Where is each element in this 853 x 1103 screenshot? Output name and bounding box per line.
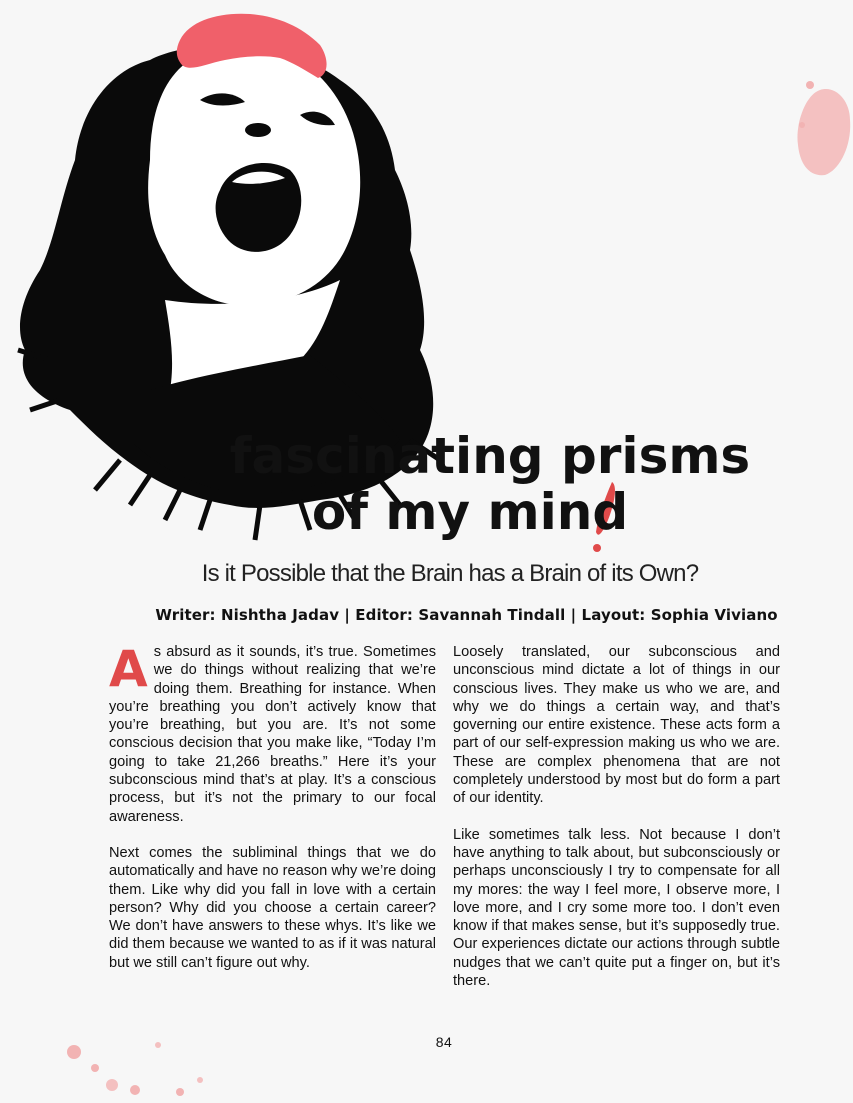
paragraph: Like sometimes talk less. Not because I don’t have anything to talk about, but subconsciously or perhaps unconsciously I try to compensate for all my mores: the way I feel more, I observe more, I love more, and I cry some more too. I don’t even know if that makes sense, but it’s supposedly true. Our experiences dictate our actions through subtle nudges that we can’t quite put a finger on, but it’s there. xyxy=(453,826,780,990)
ink-splatter-right xyxy=(790,75,853,185)
drip-dot xyxy=(593,544,601,552)
page-number: 84 xyxy=(435,1034,453,1050)
text-column-right xyxy=(453,643,780,1008)
paragraph: Next comes the subliminal things that we do automatically and have no reason why we’re doing them. Like why did you fall in love with a certain person? Why did you choose a certain career? We don’t have answers to these whys. It’s like we did them because we wanted to as if it was natural but we still can’t figure out why. xyxy=(109,844,436,971)
paragraph-text: s absurd as it sounds, it’s true. Sometimes we do things without realizing that we’re doing them. Breathing for instance. When you’re breathing you don’t actively know that you’re breathing, but you are. It’s not some conscious decision that you make like, “Today I’m going to take 21,266 breaths.” Here it’s your subconscious mind that’s at play. It’s a conscious process, but it’s not the primary to our focal awareness. xyxy=(109,644,436,825)
drop-cap: A xyxy=(109,640,148,698)
article-credits: Writer: Nishtha Jadav | Editor: Savannah Tindall | Layout: Sophia Viviano xyxy=(155,606,778,624)
text-column-left xyxy=(109,640,436,990)
paragraph xyxy=(109,640,436,826)
article-subtitle: Is it Possible that the Brain has a Brain of its Own? xyxy=(201,560,699,587)
nose-shape xyxy=(245,123,271,137)
article-title xyxy=(100,428,780,540)
title-line-2: of my mind xyxy=(311,483,629,541)
title-line-1: fascinating prisms xyxy=(229,427,751,485)
paragraph: Loosely translated, our subconscious and unconscious mind dictate a lot of things in our conscious lives. They make us who we are, and why we do things a certain way, and that’s governing our entire existence. These acts form a part of our self-expression making us who we are. These are complex phenomena that are not completely understood by most but do form a part of our identity. xyxy=(453,644,780,807)
